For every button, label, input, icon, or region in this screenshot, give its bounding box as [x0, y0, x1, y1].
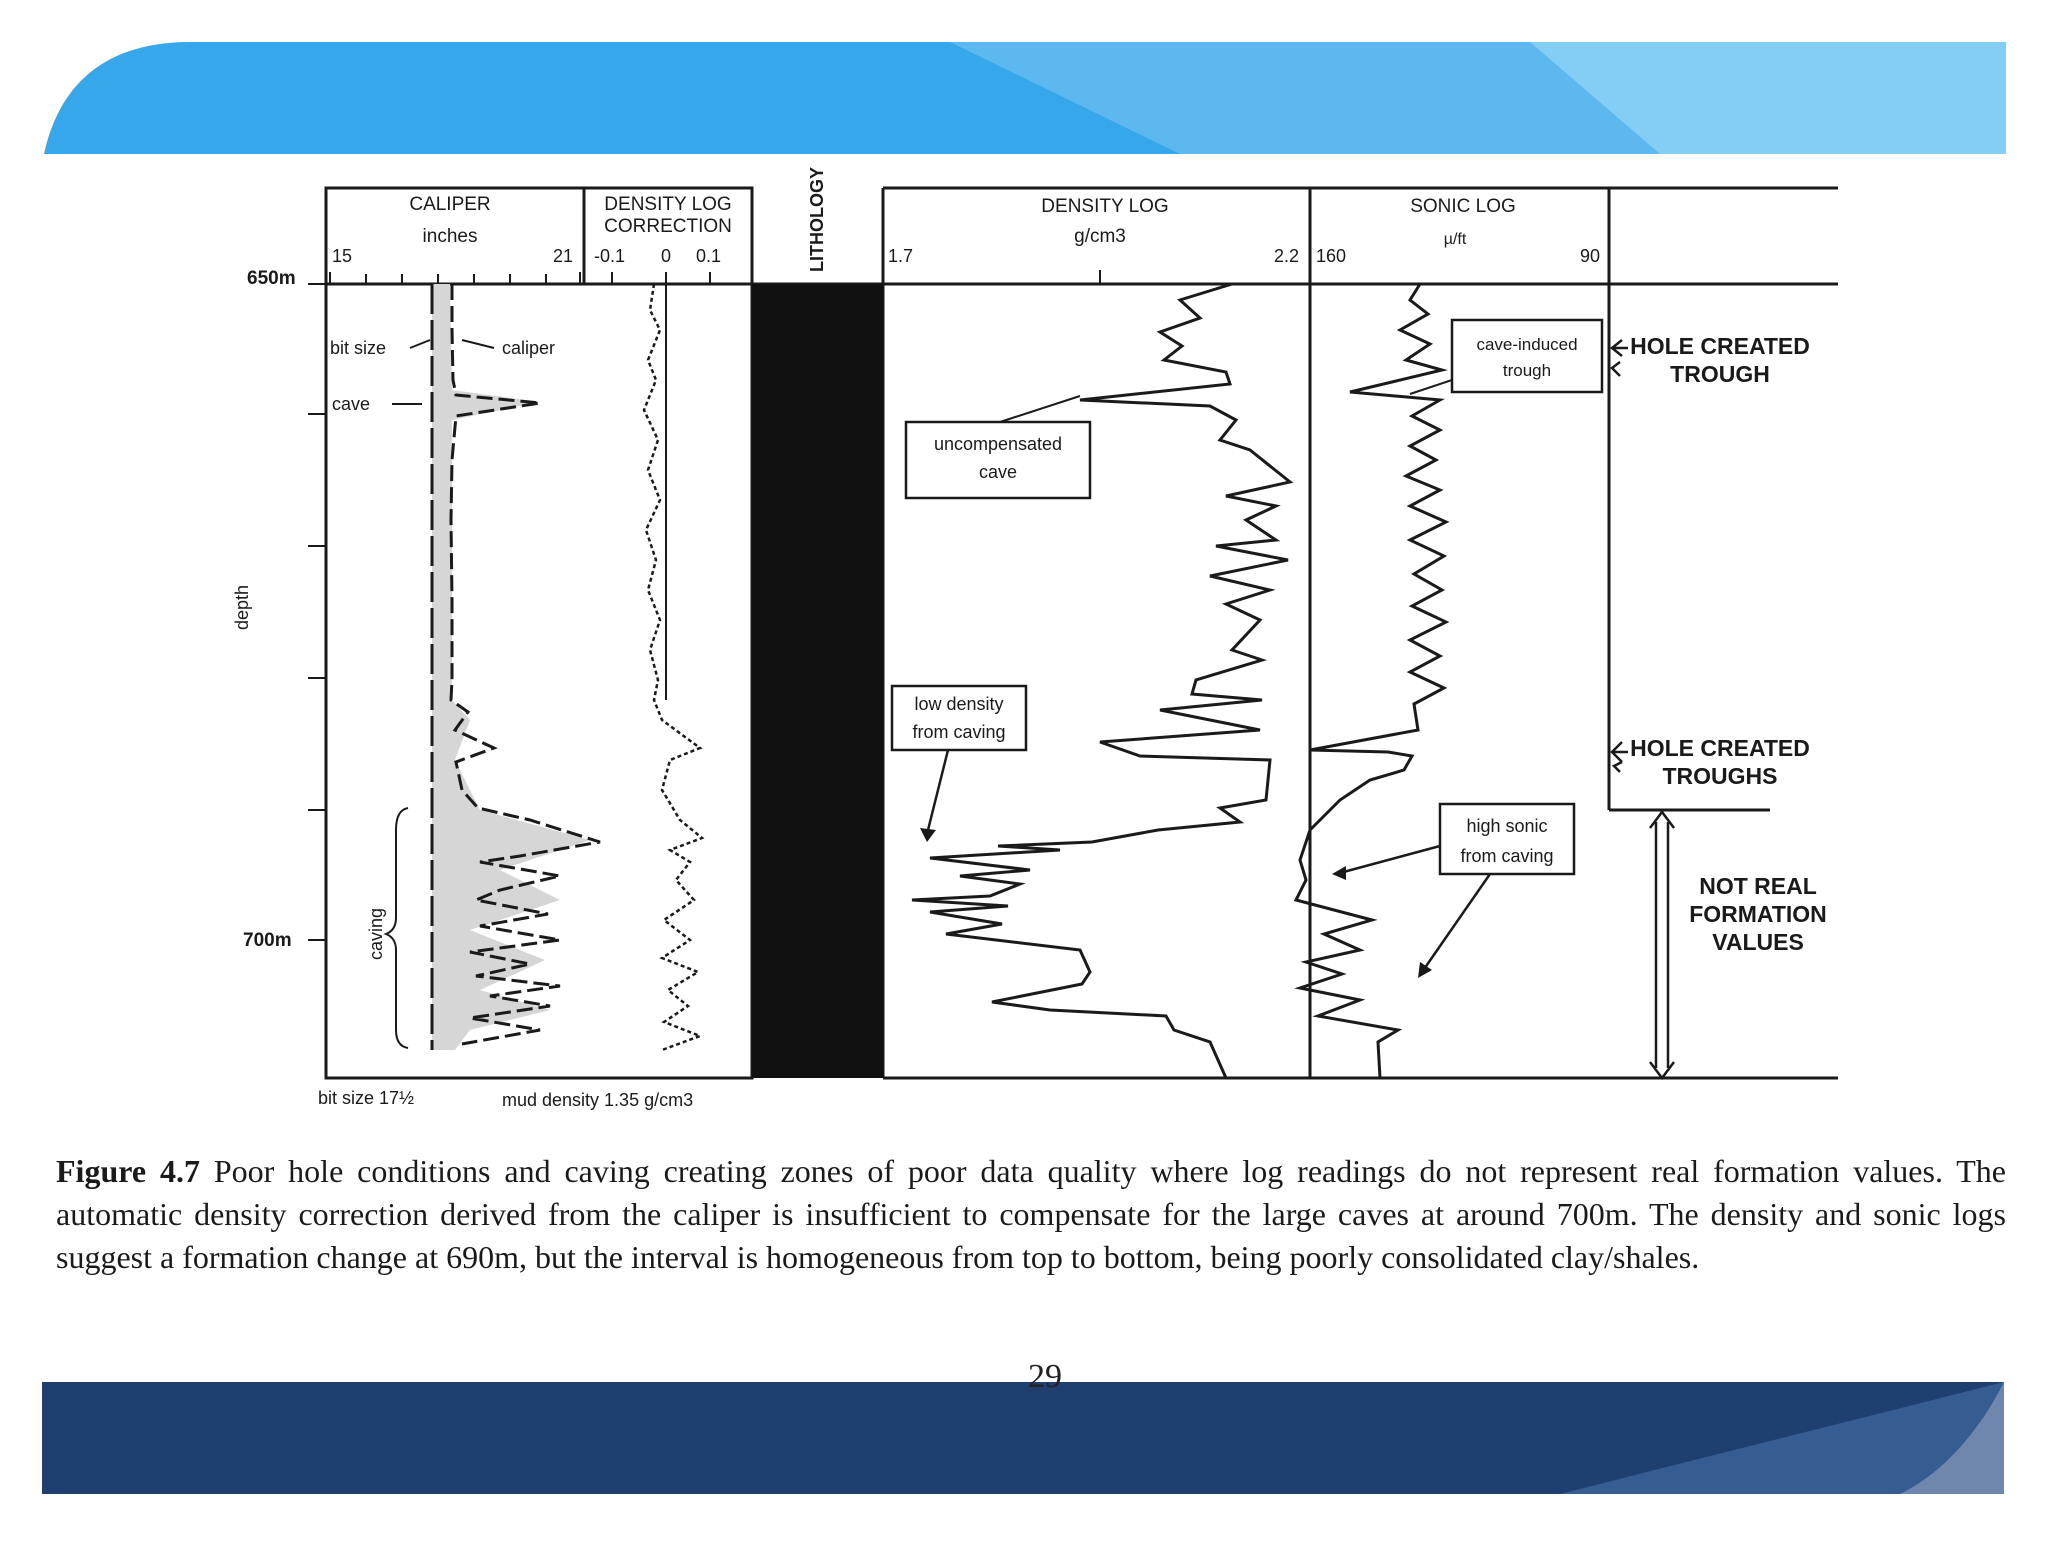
caliper-scale-min: 15	[332, 246, 353, 266]
caliper-annotation: caliper	[502, 338, 556, 358]
frame-lines	[326, 188, 1838, 1078]
lithology-column	[752, 284, 883, 1078]
bit-size-annotation: bit size	[330, 338, 387, 358]
bit-size-note: bit size 17½	[318, 1088, 415, 1108]
cave-annotation: cave	[332, 394, 371, 414]
high-sonic-arrowhead-1	[1332, 866, 1346, 880]
high-sonic-line2: from caving	[1460, 846, 1554, 866]
troughs-label-line1: HOLE CREATED	[1630, 735, 1810, 761]
caliper-ticks	[330, 272, 580, 284]
correction-ticks	[612, 272, 710, 284]
figure-caption	[56, 1150, 2006, 1279]
not-real-line1: NOT REAL	[1699, 873, 1817, 899]
sonic-curve	[1296, 284, 1446, 1078]
not-real-line3: VALUES	[1712, 929, 1804, 955]
caliper-title: CALIPER	[409, 194, 491, 215]
high-sonic-arrow-1	[1336, 846, 1440, 874]
trough-label-line1: HOLE CREATED	[1630, 333, 1810, 359]
cave-trough-box	[1452, 320, 1602, 392]
sonic-scale-max: 90	[1580, 246, 1601, 266]
cave-trough-line2: trough	[1502, 361, 1552, 380]
caving-label: caving	[366, 907, 386, 960]
caving-brace	[386, 808, 408, 1048]
correction-tick-zero: 0	[661, 246, 672, 266]
density-scale-min: 1.7	[888, 246, 914, 266]
depth-top-label: 650m	[247, 268, 296, 289]
bit-size-pointer	[410, 340, 430, 348]
correction-title-line1: DENSITY LOG	[604, 194, 732, 215]
trough-label-line2: TROUGH	[1670, 361, 1770, 387]
correction-tick-neg: -0.1	[594, 246, 626, 266]
low-density-arrowhead	[920, 828, 936, 842]
high-sonic-line1: high sonic	[1466, 816, 1548, 836]
uncompensated-line2: cave	[978, 462, 1018, 482]
correction-curve	[644, 284, 702, 1050]
not-real-line2: FORMATION	[1689, 901, 1827, 927]
correction-tick-pos: 0.1	[696, 246, 722, 266]
sonic-scale-min: 160	[1316, 246, 1347, 266]
trough-brackets	[1612, 340, 1628, 772]
not-real-double-arrow	[1650, 812, 1674, 1078]
page-number: 29	[1028, 1358, 1062, 1395]
sonic-title: SONIC LOG	[1410, 196, 1516, 217]
low-density-arrow	[928, 750, 948, 830]
density-title: DENSITY LOG	[1041, 196, 1169, 217]
density-curve	[912, 284, 1290, 1078]
density-units: g/cm3	[1074, 226, 1126, 247]
high-sonic-arrow-2	[1422, 874, 1490, 972]
lithology-label: LITHOLOGY	[807, 167, 827, 272]
caption-label: Figure 4.7	[56, 1153, 200, 1189]
sonic-units: µ/ft	[1443, 231, 1467, 248]
high-sonic-arrowhead-2	[1418, 962, 1432, 978]
cave-trough-pointer	[1410, 380, 1452, 394]
troughs-label-line2: TROUGHS	[1662, 763, 1778, 789]
low-density-line1: low density	[914, 694, 1004, 714]
caption-text: Poor hole conditions and caving creating zones of poor data quality where log readings do not represent real formation values. The automatic density correction derived from the caliper is insufficient to compensate for the large caves at around 700m. The density and sonic logs suggest a formation change at 690m, but the interval is homogeneous from top to bottom, being poorly consolidated clay/shales.	[56, 1153, 2007, 1275]
correction-title-line2: CORRECTION	[604, 216, 732, 237]
caliper-pointer	[462, 340, 494, 348]
depth-axis-label: depth	[232, 584, 252, 630]
caliper-units: inches	[422, 226, 478, 247]
depth-bottom-label: 700m	[243, 930, 292, 951]
density-scale-max: 2.2	[1274, 246, 1300, 266]
cave-trough-line1: cave-induced	[1476, 335, 1578, 354]
depth-ticks	[308, 284, 326, 940]
caliper-scale-max: 21	[553, 246, 574, 266]
uncompensated-pointer	[1000, 396, 1080, 422]
low-density-line2: from caving	[912, 722, 1006, 742]
mud-density-note: mud density 1.35 g/cm3	[502, 1090, 694, 1110]
uncompensated-line1: uncompensated	[933, 434, 1063, 454]
